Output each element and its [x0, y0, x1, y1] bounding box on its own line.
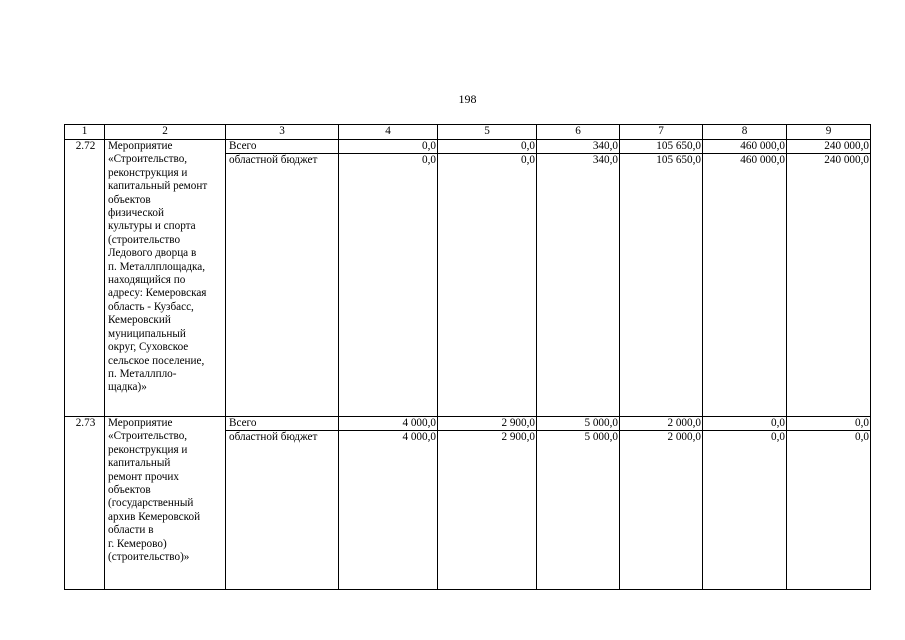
value-cell: 5 000,0 — [537, 431, 620, 590]
value-cell: 460 000,0 — [703, 154, 787, 417]
event-line: Кемеровский — [108, 314, 171, 327]
event-line: п. Металлплощадка, — [108, 260, 206, 273]
event-line: реконструкция и — [108, 166, 188, 179]
value-cell: 4 000,0 — [339, 417, 438, 431]
value-cell: 2 900,0 — [438, 417, 537, 431]
value-cell: 4 000,0 — [339, 431, 438, 590]
event-line: области в — [108, 524, 154, 537]
event-line: находящийся по — [108, 274, 186, 287]
column-header: 2 — [105, 125, 226, 140]
event-line: сельское поселение, — [108, 354, 205, 367]
event-line: щадка)» — [108, 381, 147, 394]
column-header: 6 — [537, 125, 620, 140]
funding-source: областной бюджет — [226, 431, 339, 590]
table-row — [65, 417, 871, 431]
column-header: 7 — [620, 125, 703, 140]
funding-source: Всего — [226, 417, 339, 431]
value-cell: 340,0 — [537, 154, 620, 417]
event-line: (государственный — [108, 497, 194, 510]
event-line: (строительство)» — [108, 551, 190, 564]
column-header: 9 — [787, 125, 871, 140]
value-cell: 240 000,0 — [787, 140, 871, 154]
event-line: Мероприятие — [108, 417, 173, 429]
event-line: округ, Суховское — [108, 341, 189, 354]
value-cell: 5 000,0 — [537, 417, 620, 431]
value-cell: 2 900,0 — [438, 431, 537, 590]
event-description — [105, 417, 226, 590]
row-number: 2.72 — [65, 140, 105, 417]
budget-table — [64, 124, 871, 590]
event-line: «Строительство, — [108, 153, 188, 166]
event-line: г. Кемерово) — [108, 537, 167, 550]
event-line: физической — [108, 207, 164, 220]
value-cell: 340,0 — [537, 140, 620, 154]
row-number: 2.73 — [65, 417, 105, 590]
event-line: культуры и спорта — [108, 220, 196, 233]
value-cell: 0,0 — [787, 417, 871, 431]
value-cell: 2 000,0 — [620, 417, 703, 431]
value-cell: 0,0 — [703, 431, 787, 590]
value-cell: 0,0 — [438, 154, 537, 417]
column-header: 4 — [339, 125, 438, 140]
event-line: объектов — [108, 193, 151, 206]
value-cell: 0,0 — [339, 140, 438, 154]
event-line: объектов — [108, 484, 151, 497]
column-header: 3 — [226, 125, 339, 140]
table-row — [65, 140, 871, 154]
value-cell: 240 000,0 — [787, 154, 871, 417]
event-description — [105, 140, 226, 417]
event-line: область - Кузбасс, — [108, 300, 194, 313]
value-cell: 0,0 — [438, 140, 537, 154]
funding-source: областной бюджет — [226, 154, 339, 417]
page-number: 198 — [458, 92, 477, 106]
event-line: п. Металлпло- — [108, 367, 177, 380]
value-cell: 0,0 — [703, 417, 787, 431]
value-cell: 0,0 — [787, 431, 871, 590]
table-header-row — [65, 125, 871, 140]
event-line: капитальный ремонт — [108, 180, 208, 193]
event-line: адресу: Кемеровская — [108, 287, 207, 300]
event-line: (строительство — [108, 233, 181, 246]
event-line: реконструкция и — [108, 443, 188, 456]
value-cell: 2 000,0 — [620, 431, 703, 590]
event-line: Ледового дворца в — [108, 247, 197, 260]
event-line: капитальный — [108, 457, 171, 470]
event-line: муниципальный — [108, 327, 186, 340]
event-line: Мероприятие — [108, 140, 173, 152]
value-cell: 460 000,0 — [703, 140, 787, 154]
value-cell: 105 650,0 — [620, 154, 703, 417]
value-cell: 105 650,0 — [620, 140, 703, 154]
column-header: 5 — [438, 125, 537, 140]
column-header: 1 — [65, 125, 105, 140]
column-header: 8 — [703, 125, 787, 140]
event-line: ремонт прочих — [108, 470, 179, 483]
event-line: «Строительство, — [108, 430, 188, 443]
value-cell: 0,0 — [339, 154, 438, 417]
event-line: архив Кемеровской — [108, 510, 201, 523]
funding-source: Всего — [226, 140, 339, 154]
